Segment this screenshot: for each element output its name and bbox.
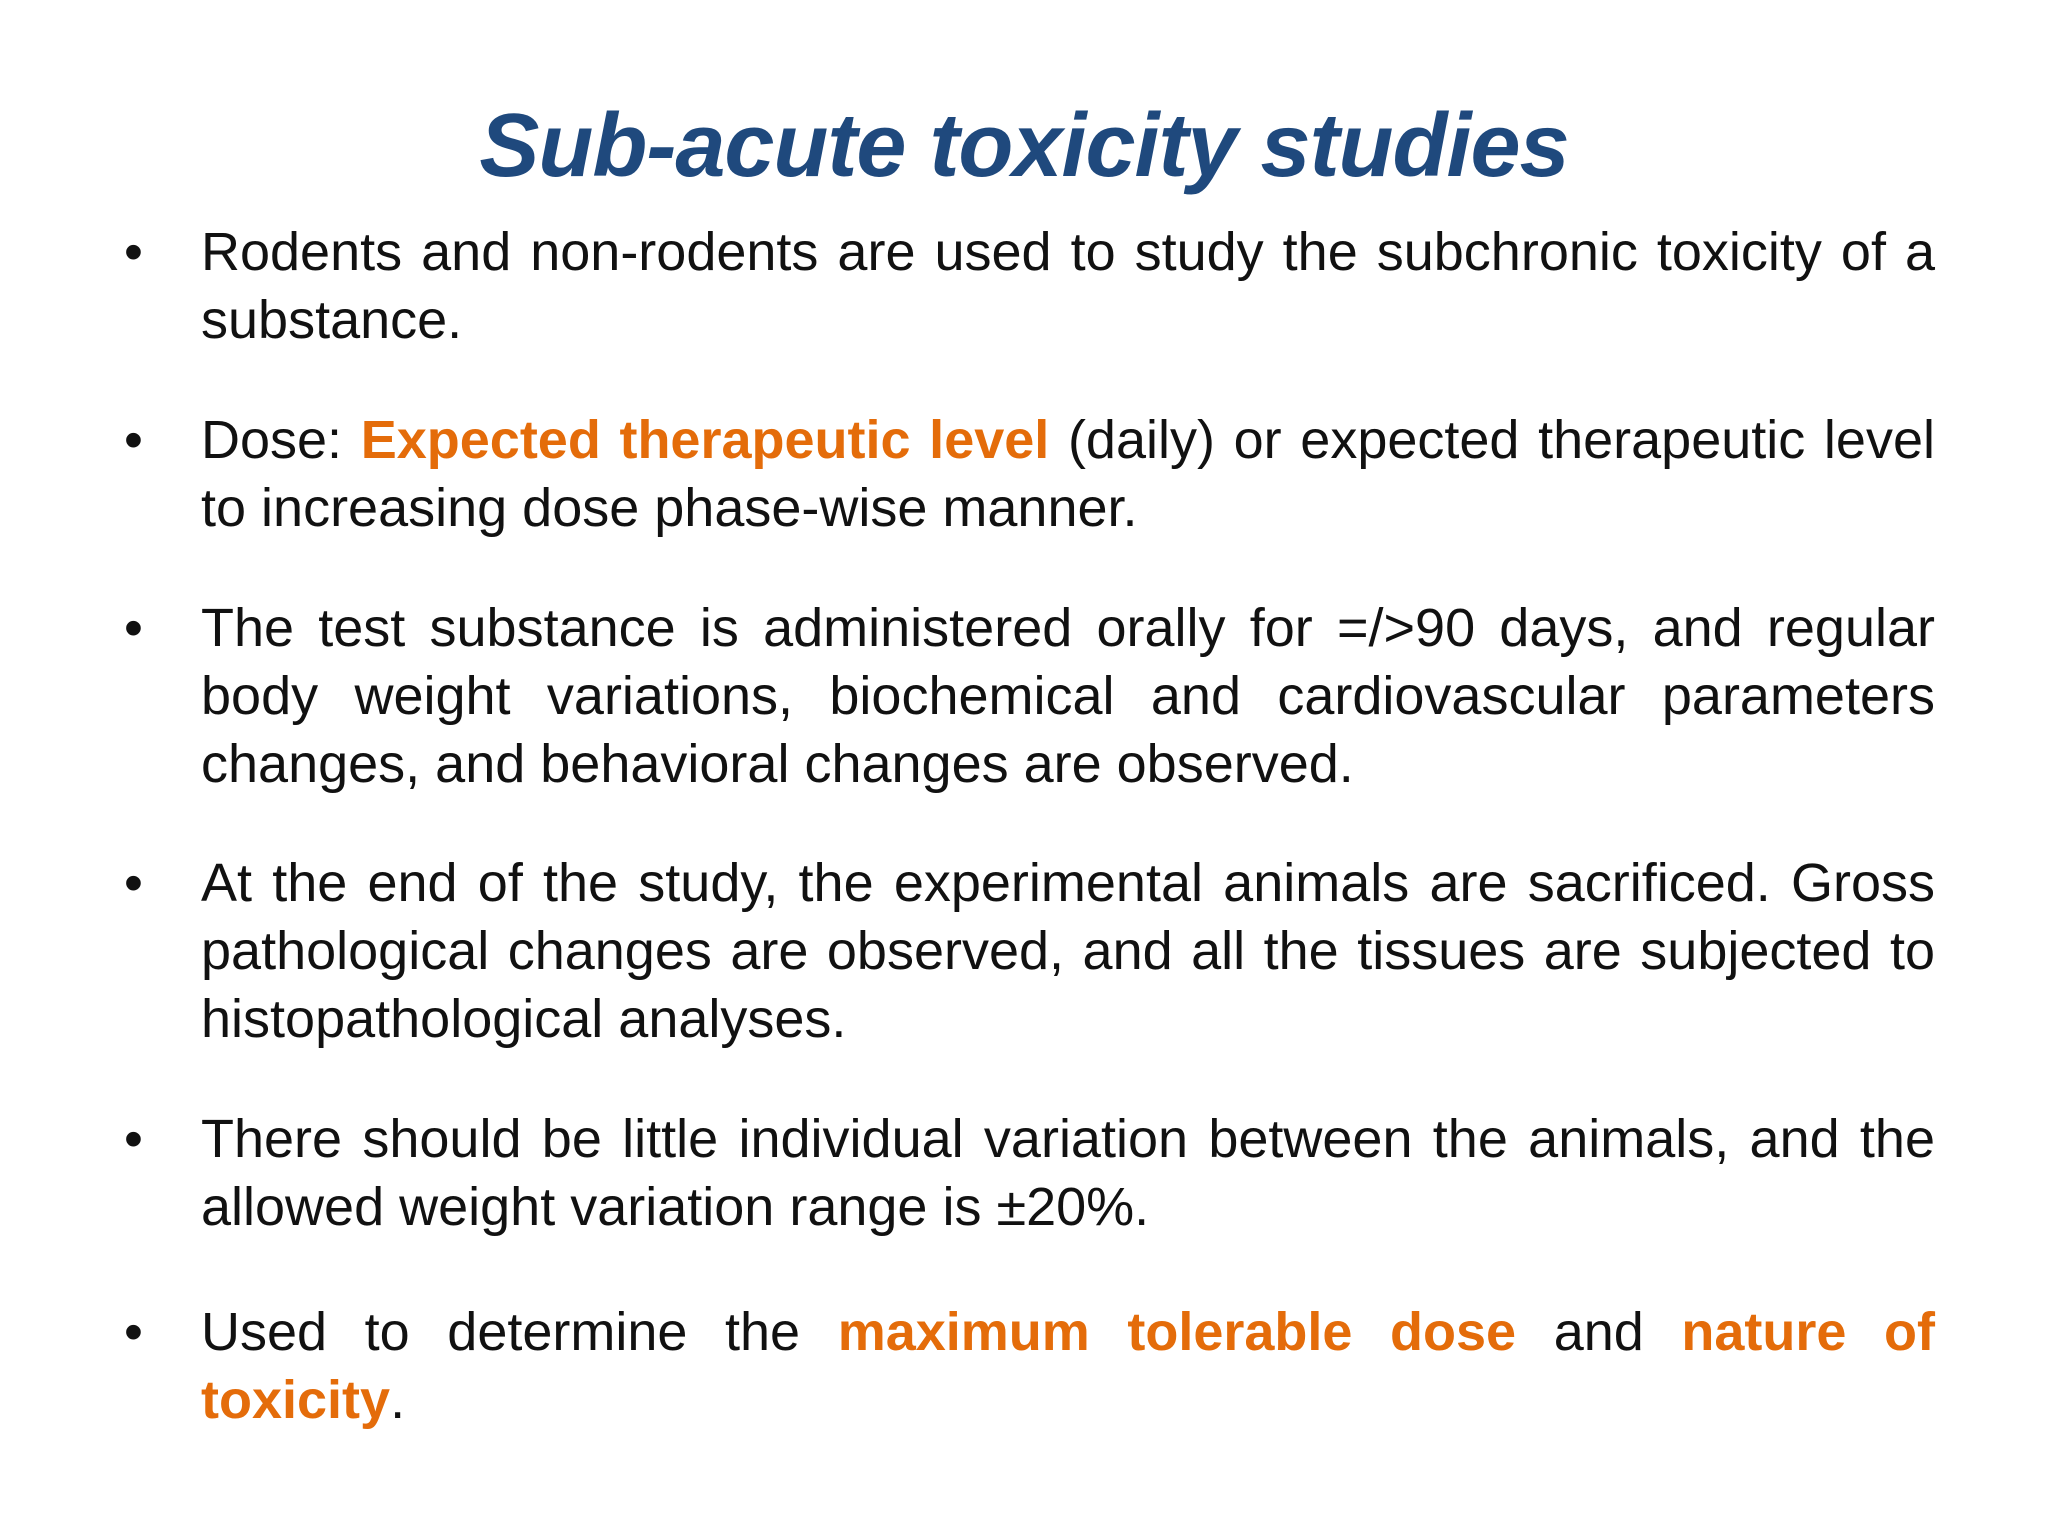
bullet-icon: • [124,598,143,658]
bullet-text: There should be little individual variation between the animals, and the allowed weight variation range is ±20%. [201,1109,1935,1237]
bullet-icon: • [124,1109,143,1169]
bullet-text: The test substance is administered orally for =/>90 days, and regular body weight variations, biochemical and cardiovascular parameters changes, and behavioral changes are observed. [201,598,1935,794]
highlight-text: maximum tolerable dose [837,1302,1517,1362]
bullet-item [120,406,1935,542]
bullet-item [120,1298,1935,1434]
bullet-icon: • [124,853,143,913]
bullet-item [120,1105,1935,1241]
bullet-text: At the end of the study, the experimental animals are sacrificed. Gross pathological changes are observed, and all the tissues are subjected to histopathological analyses. [201,853,1935,1049]
bullet-text [201,1298,1935,1434]
bullet-text-prefix: Dose: [201,410,361,470]
bullet-icon: • [124,1302,143,1362]
bullet-item [120,594,1935,798]
bullet-text-middle: and [1516,1302,1682,1362]
bullet-text [201,406,1935,542]
bullet-icon: • [124,222,143,282]
bullet-text-prefix: Used to determine the [201,1302,838,1362]
bullet-icon: • [124,410,143,470]
bullet-text-suffix: (daily) or expected therapeutic level to increasing dose phase-wise manner. [201,410,1935,538]
highlight-text: Expected therapeutic level [360,410,1050,470]
bullet-item [120,849,1935,1053]
bullet-text: Rodents and non-rodents are used to study the subchronic toxicity of a substance. [201,222,1935,350]
slide-title: Sub-acute toxicity studies [479,96,1569,196]
bullet-item [120,218,1935,354]
highlight-text: nature of toxicity [201,1302,1935,1430]
bullet-text-suffix: . [390,1370,406,1430]
